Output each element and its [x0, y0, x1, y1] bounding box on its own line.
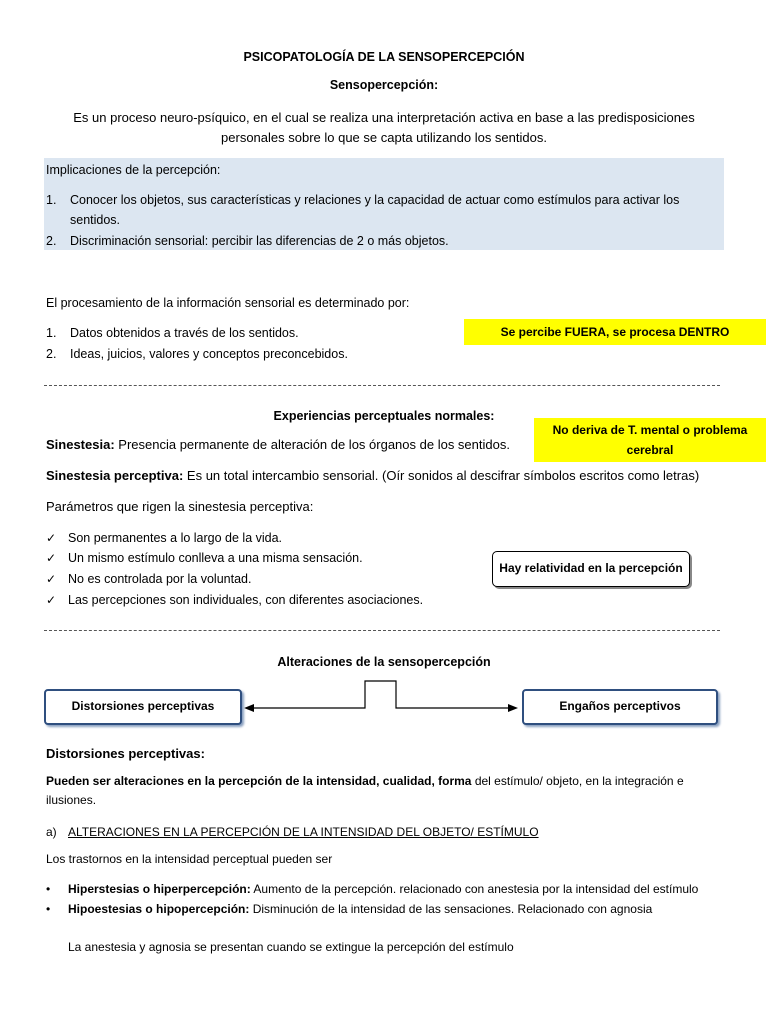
- check-item: [46, 528, 282, 548]
- implication-item: [46, 190, 726, 210]
- term-label: Hiperstesias o hiperpercepción:: [68, 882, 251, 896]
- implications-heading: Implicaciones de la percepción:: [46, 163, 221, 177]
- section-a-heading: [46, 823, 539, 842]
- distortions-paragraph-tail: ilusiones.: [46, 793, 97, 807]
- implication-item-continued: sentidos.: [70, 213, 121, 227]
- sinestesia-definition: [46, 435, 510, 455]
- processing-item: [46, 344, 348, 364]
- distortions-box: Distorsiones perceptivas: [44, 689, 242, 725]
- item-number: 1.: [46, 326, 57, 340]
- section-letter: a): [46, 825, 57, 839]
- document-title: PSICOPATOLOGÍA DE LA SENSOPERCEPCIÓN: [243, 50, 525, 64]
- checkmark-icon: ✓: [46, 531, 57, 545]
- trastornos-intro: Los trastornos en la intensidad perceptual pueden ser: [46, 852, 333, 866]
- highlight-note-no-deriva: No deriva de T. mental o problema cerebral: [534, 418, 766, 462]
- section-title: ALTERACIONES EN LA PERCEPCIÓN DE LA INTENSIDAD DEL OBJETO/ ESTÍMULO: [68, 825, 539, 839]
- perceptual-deceptions-box: Engaños perceptivos: [522, 689, 718, 725]
- connector-line: [252, 681, 510, 708]
- term-text: Disminución de la intensidad de las sensaciones. Relacionado con agnosia: [249, 902, 653, 916]
- sinestesia-perceptiva-definition: [46, 466, 746, 486]
- alterations-heading: Alteraciones de la sensopercepción: [277, 655, 491, 669]
- highlight-note-fuera-dentro: Se percibe FUERA, se procesa DENTRO: [464, 319, 766, 345]
- check-text: Son permanentes a lo largo de la vida.: [68, 531, 283, 545]
- item-text: Ideas, juicios, valores y conceptos preconcebidos.: [70, 347, 348, 361]
- section-subtitle: Sensopercepción:: [329, 78, 439, 92]
- intro-paragraph: Es un proceso neuro-psíquico, en el cual se realiza una interpretación activa en base a las predisposiciones personales sobre lo que se capta utilizando los sentidos.: [73, 110, 695, 145]
- distortions-paragraph: [46, 772, 726, 791]
- experiences-heading: Experiencias perceptuales normales:: [273, 409, 495, 423]
- checkmark-icon: ✓: [46, 572, 57, 586]
- relativity-note-box: Hay relatividad en la percepción: [492, 551, 690, 587]
- check-text: No es controlada por la voluntad.: [68, 572, 252, 586]
- item-text: Discriminación sensorial: percibir las diferencias de 2 o más objetos.: [70, 234, 449, 248]
- term-text: Es un total intercambio sensorial. (Oír sonidos al descifrar símbolos escritos como letras): [183, 468, 700, 483]
- implication-item: [46, 231, 449, 251]
- check-item: [46, 548, 363, 568]
- dashed-divider: [44, 385, 720, 386]
- paragraph-bold-lead: Pueden ser alteraciones en la percepción de la intensidad, cualidad, forma: [46, 774, 472, 788]
- term-label: Sinestesia:: [46, 437, 115, 452]
- check-text: Las percepciones son individuales, con diferentes asociaciones.: [68, 593, 424, 607]
- check-item: [46, 590, 423, 610]
- parameters-heading: Parámetros que rigen la sinestesia perceptiva:: [46, 499, 314, 514]
- term-text: Presencia permanente de alteración de los órganos de los sentidos.: [114, 437, 510, 452]
- item-text: Datos obtenidos a través de los sentidos.: [70, 326, 299, 340]
- arrow-left-icon: [244, 704, 254, 712]
- processing-heading: El procesamiento de la información sensorial es determinado por:: [46, 296, 410, 310]
- item-number: 1.: [46, 193, 57, 207]
- bullet-item: [46, 900, 746, 919]
- paragraph-text: del estímulo/ objeto, en la integración e: [471, 774, 684, 788]
- item-number: 2.: [46, 347, 57, 361]
- dashed-divider: [44, 630, 720, 631]
- item-text: Conocer los objetos, sus características y relaciones y la capacidad de actuar como estímulos para activar los: [70, 193, 680, 207]
- processing-item: [46, 323, 299, 343]
- term-label: Hipoestesias o hipopercepción:: [68, 902, 250, 916]
- item-number: 2.: [46, 234, 57, 248]
- check-item: [46, 569, 251, 589]
- checkmark-icon: ✓: [46, 551, 57, 565]
- bullet-icon: •: [46, 882, 51, 896]
- term-text: Aumento de la percepción. relacionado con anestesia por la intensidad del estímulo: [250, 882, 699, 896]
- distortions-heading: Distorsiones perceptivas:: [46, 746, 205, 761]
- bullet-item: [46, 880, 746, 899]
- check-text: Un mismo estímulo conlleva a una misma sensación.: [68, 551, 363, 565]
- arrow-right-icon: [508, 704, 518, 712]
- bullet-icon: •: [46, 902, 51, 916]
- checkmark-icon: ✓: [46, 593, 57, 607]
- closing-note: La anestesia y agnosia se presentan cuando se extingue la percepción del estímulo: [68, 940, 514, 954]
- term-label: Sinestesia perceptiva:: [46, 468, 184, 483]
- alterations-connector: [230, 676, 530, 732]
